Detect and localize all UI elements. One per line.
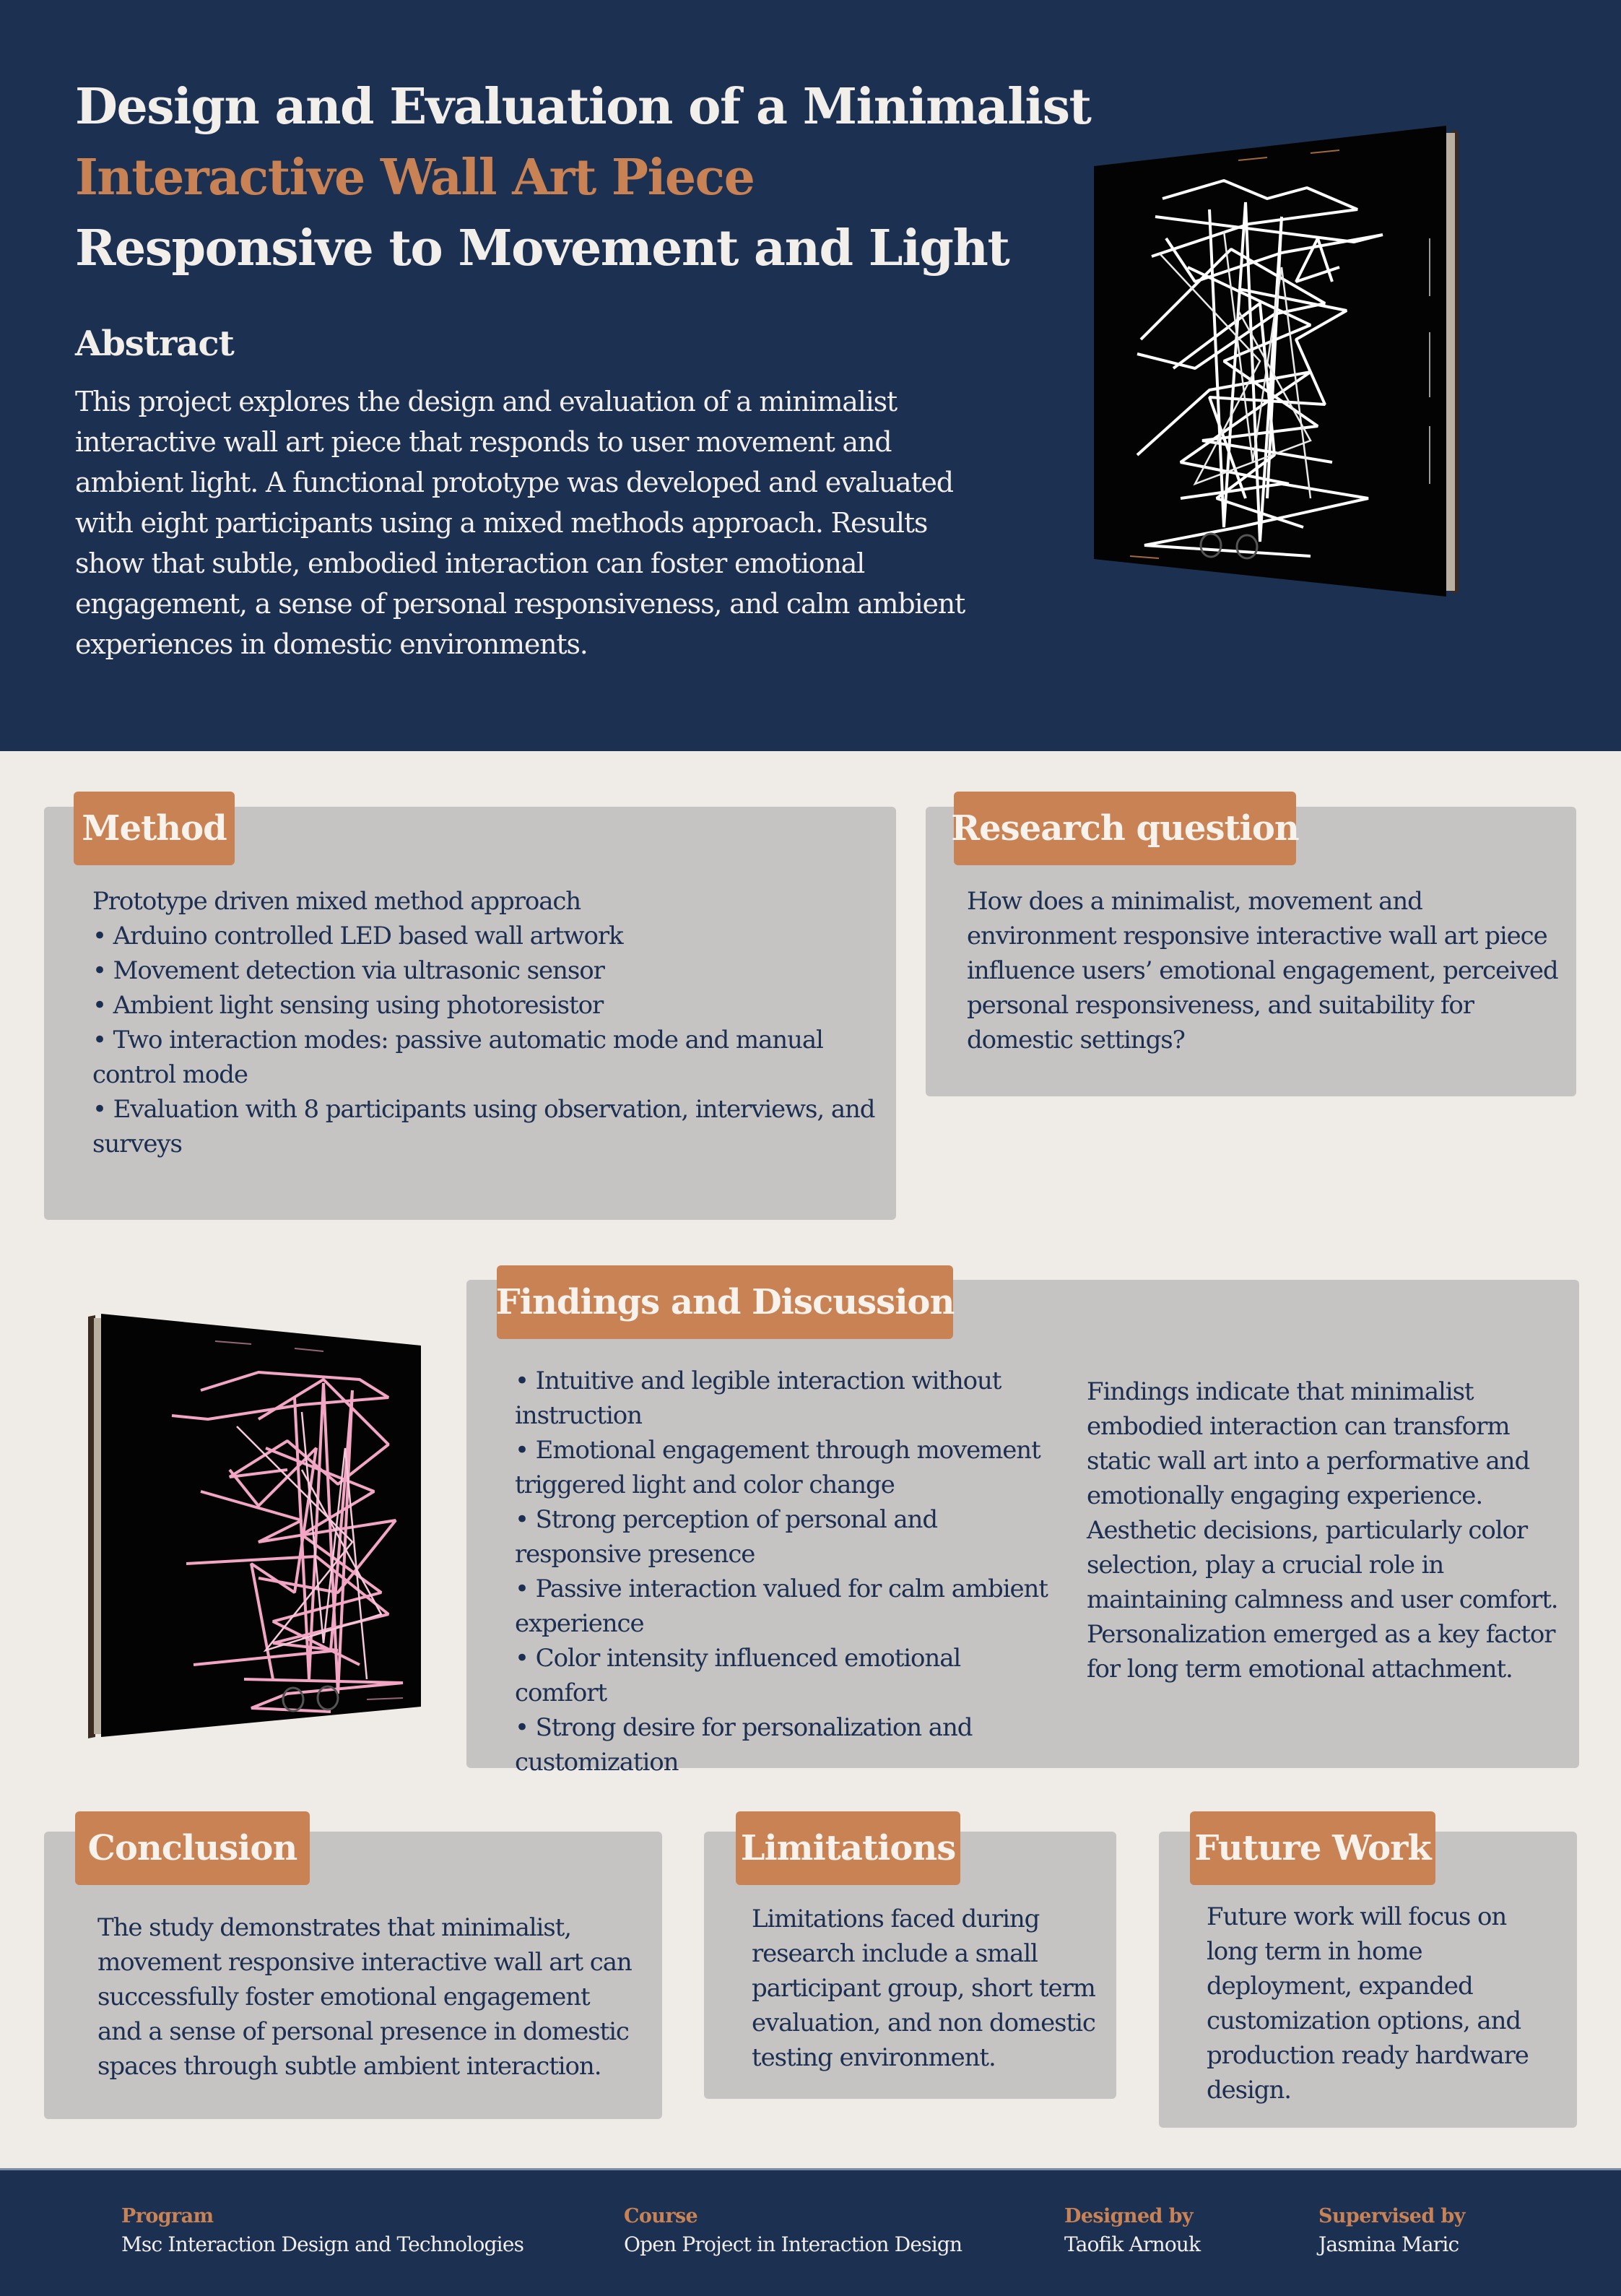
- method-item: • Evaluation with 8 participants using observation, interviews, and surveys: [92, 1095, 875, 1158]
- findings-item: • Passive interaction valued for calm ambient experience: [515, 1574, 1048, 1638]
- conclusion-heading: Conclusion: [75, 1811, 310, 1885]
- conclusion-text: The study demonstrates that minimalist, movement responsive interactive wall art can successfully foster emotional engagement and a sense of personal presence in domestic spaces through subtle ambient interaction.: [97, 1913, 632, 2081]
- title-line-1: Design and Evaluation of a Minimalist: [75, 78, 1091, 136]
- future-work-heading: Future Work: [1190, 1811, 1435, 1885]
- wall-art-image-white: [1094, 123, 1462, 599]
- course-label: Course: [624, 2205, 698, 2227]
- poster-footer: [0, 2168, 1621, 2296]
- supervised-by-label: Supervised by: [1318, 2205, 1465, 2227]
- abstract-heading: Abstract: [75, 324, 234, 364]
- designed-by-label: Designed by: [1064, 2205, 1193, 2227]
- method-item: • Arduino controlled LED based wall artwork: [92, 922, 623, 950]
- findings-heading: Findings and Discussion: [497, 1265, 953, 1339]
- limitations-text: Limitations faced during research include a small participant group, short term evaluation, and non domestic testing environment.: [752, 1905, 1095, 2072]
- findings-discussion: Findings indicate that minimalist embodied interaction can transform static wall art into a performative and emotionally engaging experience. Aesthetic decisions, particularly color selection, play a crucial role in maintaining calmness and user comfort. Personalization emerged as a key factor for long term emotional attachment.: [1087, 1377, 1558, 1684]
- program-label: Program: [121, 2205, 214, 2227]
- abstract-text: This project explores the design and evaluation of a minimalist interactive wall art piece that responds to user movement and ambient light. A functional prototype was developed and evaluated with eight participants using a mixed methods approach. Results show that subtle, embodied interaction can foster emotional engagement, a sense of personal responsiveness, and calm ambient experiences in domestic environments.: [75, 386, 965, 660]
- method-intro: Prototype driven mixed method approach: [92, 887, 581, 916]
- findings-list: [515, 1364, 1056, 1780]
- designed-by-value: Taofik Arnouk: [1064, 2232, 1201, 2256]
- limitations-heading: Limitations: [736, 1811, 960, 1885]
- findings-item: • Emotional engagement through movement triggered light and color change: [515, 1436, 1040, 1499]
- program-value: Msc Interaction Design and Technologies: [121, 2232, 524, 2256]
- method-item: • Movement detection via ultrasonic sensor: [92, 956, 604, 985]
- method-list: [92, 884, 879, 1161]
- method-heading: Method: [74, 792, 235, 865]
- research-question-heading: Research question: [954, 792, 1296, 865]
- poster-header: [0, 0, 1621, 751]
- wall-art-image-pink: [85, 1304, 425, 1748]
- method-item: • Ambient light sensing using photoresistor: [92, 991, 604, 1020]
- research-question-text: How does a minimalist, movement and environment responsive interactive wall art piece influence users’ emotional engagement, perceived personal responsiveness, and suitability for domestic settings?: [967, 887, 1558, 1054]
- title-line-2-accent: Interactive Wall Art Piece: [75, 149, 755, 207]
- future-work-text: Future work will focus on long term in home deployment, expanded customization options, and production ready hardware design.: [1207, 1902, 1529, 2105]
- findings-item: • Intuitive and legible interaction without instruction: [515, 1366, 1001, 1430]
- method-item: • Two interaction modes: passive automatic mode and manual control mode: [92, 1026, 823, 1089]
- findings-item: • Strong desire for personalization and customization: [515, 1713, 973, 1777]
- supervised-by-value: Jasmina Maric: [1318, 2232, 1459, 2256]
- findings-item: • Color intensity influenced emotional comfort: [515, 1644, 961, 1707]
- title-line-3: Responsive to Movement and Light: [75, 220, 1009, 277]
- findings-item: • Strong perception of personal and responsive presence: [515, 1505, 937, 1569]
- course-value: Open Project in Interaction Design: [624, 2232, 962, 2256]
